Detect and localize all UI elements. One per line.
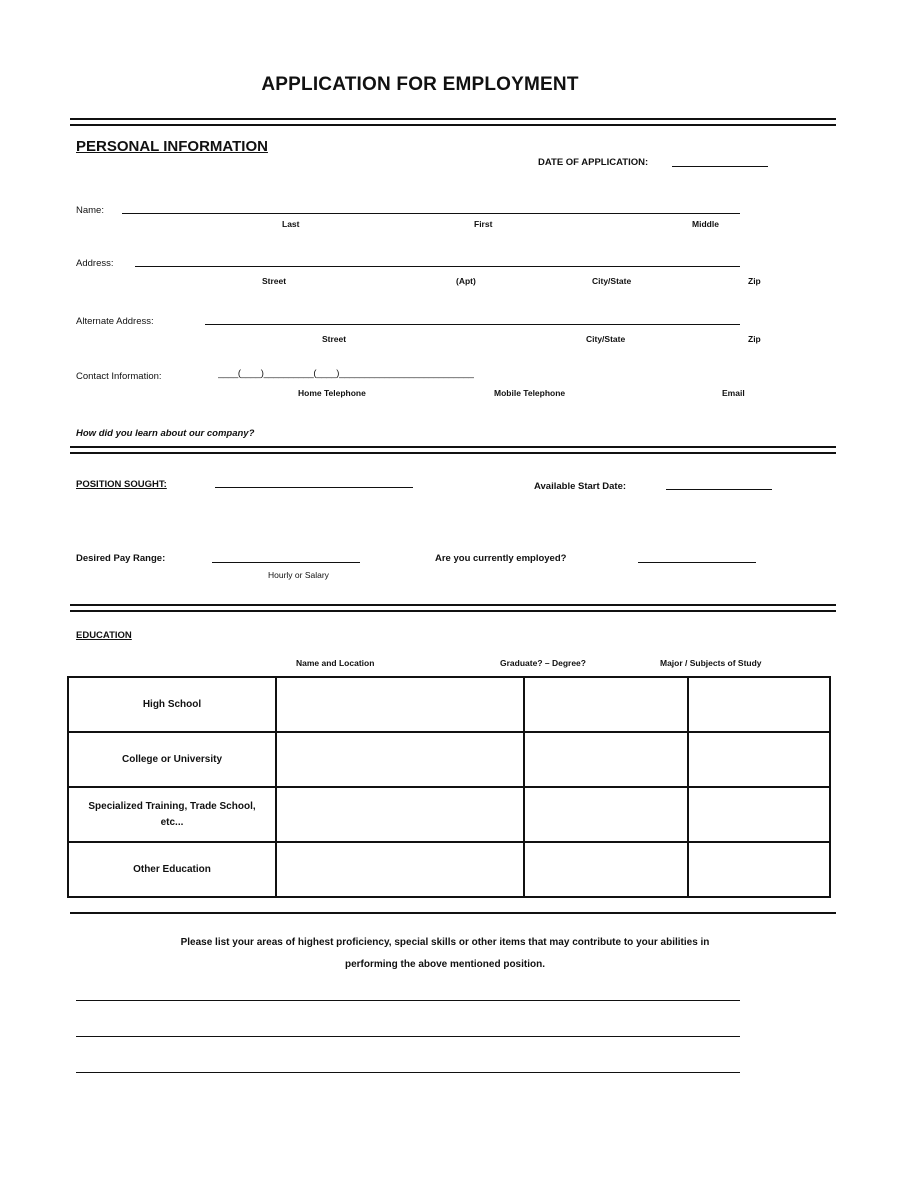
- education-cell-graduate-degree[interactable]: [524, 787, 688, 842]
- position-sought-label: POSITION SOUGHT:: [76, 479, 167, 490]
- skills-prompt-line-2: performing the above mentioned position.: [344, 959, 545, 970]
- name-sub-first: First: [474, 219, 493, 229]
- education-row-label: College or University: [68, 732, 276, 787]
- education-row-specialized-training: [68, 787, 830, 842]
- education-cell-name-location[interactable]: [276, 732, 524, 787]
- currently-employed-label: Are you currently employed?: [435, 553, 567, 564]
- contact-information-label: Contact Information:: [76, 371, 162, 382]
- skills-answer-line[interactable]: [76, 1000, 740, 1001]
- education-row-label: Other Education: [68, 842, 276, 897]
- education-cell-graduate-degree[interactable]: [524, 732, 688, 787]
- desired-pay-range-field[interactable]: [212, 562, 360, 563]
- education-row-high-school: [68, 677, 830, 732]
- page-title: APPLICATION FOR EMPLOYMENT: [261, 74, 579, 95]
- education-cell-name-location[interactable]: [276, 787, 524, 842]
- date-of-application-label: DATE OF APPLICATION:: [538, 157, 649, 168]
- education-row-other: [68, 842, 830, 897]
- education-col-name-location: Name and Location: [296, 658, 375, 668]
- education-row-label: High School: [68, 677, 276, 732]
- skills-answer-line[interactable]: [76, 1036, 740, 1037]
- name-sub-middle: Middle: [692, 219, 719, 229]
- section-divider: [70, 912, 836, 914]
- education-cell-major[interactable]: [688, 732, 830, 787]
- education-col-major-subjects: Major / Subjects of Study: [660, 658, 762, 668]
- skills-prompt-line-1: Please list your areas of highest proficiency, special skills or other items that may contribute to your abilities in: [180, 937, 710, 948]
- available-start-date-label: Available Start Date:: [534, 481, 627, 492]
- education-heading: EDUCATION: [76, 630, 132, 641]
- education-cell-graduate-degree[interactable]: [524, 842, 688, 897]
- address-field[interactable]: [135, 266, 740, 267]
- skills-prompt: [80, 932, 810, 976]
- currently-employed-field[interactable]: [638, 562, 756, 563]
- desired-pay-range-label: Desired Pay Range:: [76, 553, 166, 564]
- personal-info-heading: PERSONAL INFORMATION: [76, 138, 268, 155]
- section-divider: [70, 446, 836, 454]
- education-table: [67, 676, 831, 898]
- name-field[interactable]: [122, 213, 740, 214]
- contact-sub-email: Email: [722, 388, 745, 398]
- section-divider: [70, 118, 836, 126]
- education-cell-name-location[interactable]: [276, 677, 524, 732]
- education-cell-major[interactable]: [688, 787, 830, 842]
- alt-address-sub-street: Street: [322, 334, 347, 344]
- address-sub-city-state: City/State: [592, 276, 632, 286]
- date-of-application-field[interactable]: [672, 166, 768, 167]
- section-divider: [70, 604, 836, 612]
- contact-sub-home-telephone: Home Telephone: [298, 388, 366, 398]
- education-cell-major[interactable]: [688, 677, 830, 732]
- alt-address-sub-city-state: City/State: [586, 334, 626, 344]
- pay-range-sub-hourly-salary: Hourly or Salary: [268, 570, 329, 580]
- available-start-date-field[interactable]: [666, 489, 772, 490]
- contact-sub-mobile-telephone: Mobile Telephone: [494, 388, 566, 398]
- education-cell-name-location[interactable]: [276, 842, 524, 897]
- education-cell-major[interactable]: [688, 842, 830, 897]
- how-did-you-learn-label: How did you learn about our company?: [76, 428, 255, 439]
- address-sub-zip: Zip: [748, 276, 761, 286]
- education-row-label: Specialized Training, Trade School, etc...: [68, 787, 276, 842]
- contact-information-field[interactable]: ____(____)__________(____)___________________________: [218, 368, 474, 379]
- name-label: Name:: [76, 205, 104, 216]
- education-col-graduate-degree: Graduate? – Degree?: [500, 658, 586, 668]
- address-label: Address:: [76, 258, 114, 269]
- name-sub-last: Last: [282, 219, 300, 229]
- position-sought-field[interactable]: [215, 487, 413, 488]
- address-sub-street: Street: [262, 276, 287, 286]
- education-cell-graduate-degree[interactable]: [524, 677, 688, 732]
- alt-address-sub-zip: Zip: [748, 334, 761, 344]
- alternate-address-label: Alternate Address:: [76, 316, 154, 327]
- skills-answer-line[interactable]: [76, 1072, 740, 1073]
- alternate-address-field[interactable]: [205, 324, 740, 325]
- address-sub-apt: (Apt): [456, 276, 476, 286]
- education-row-college: [68, 732, 830, 787]
